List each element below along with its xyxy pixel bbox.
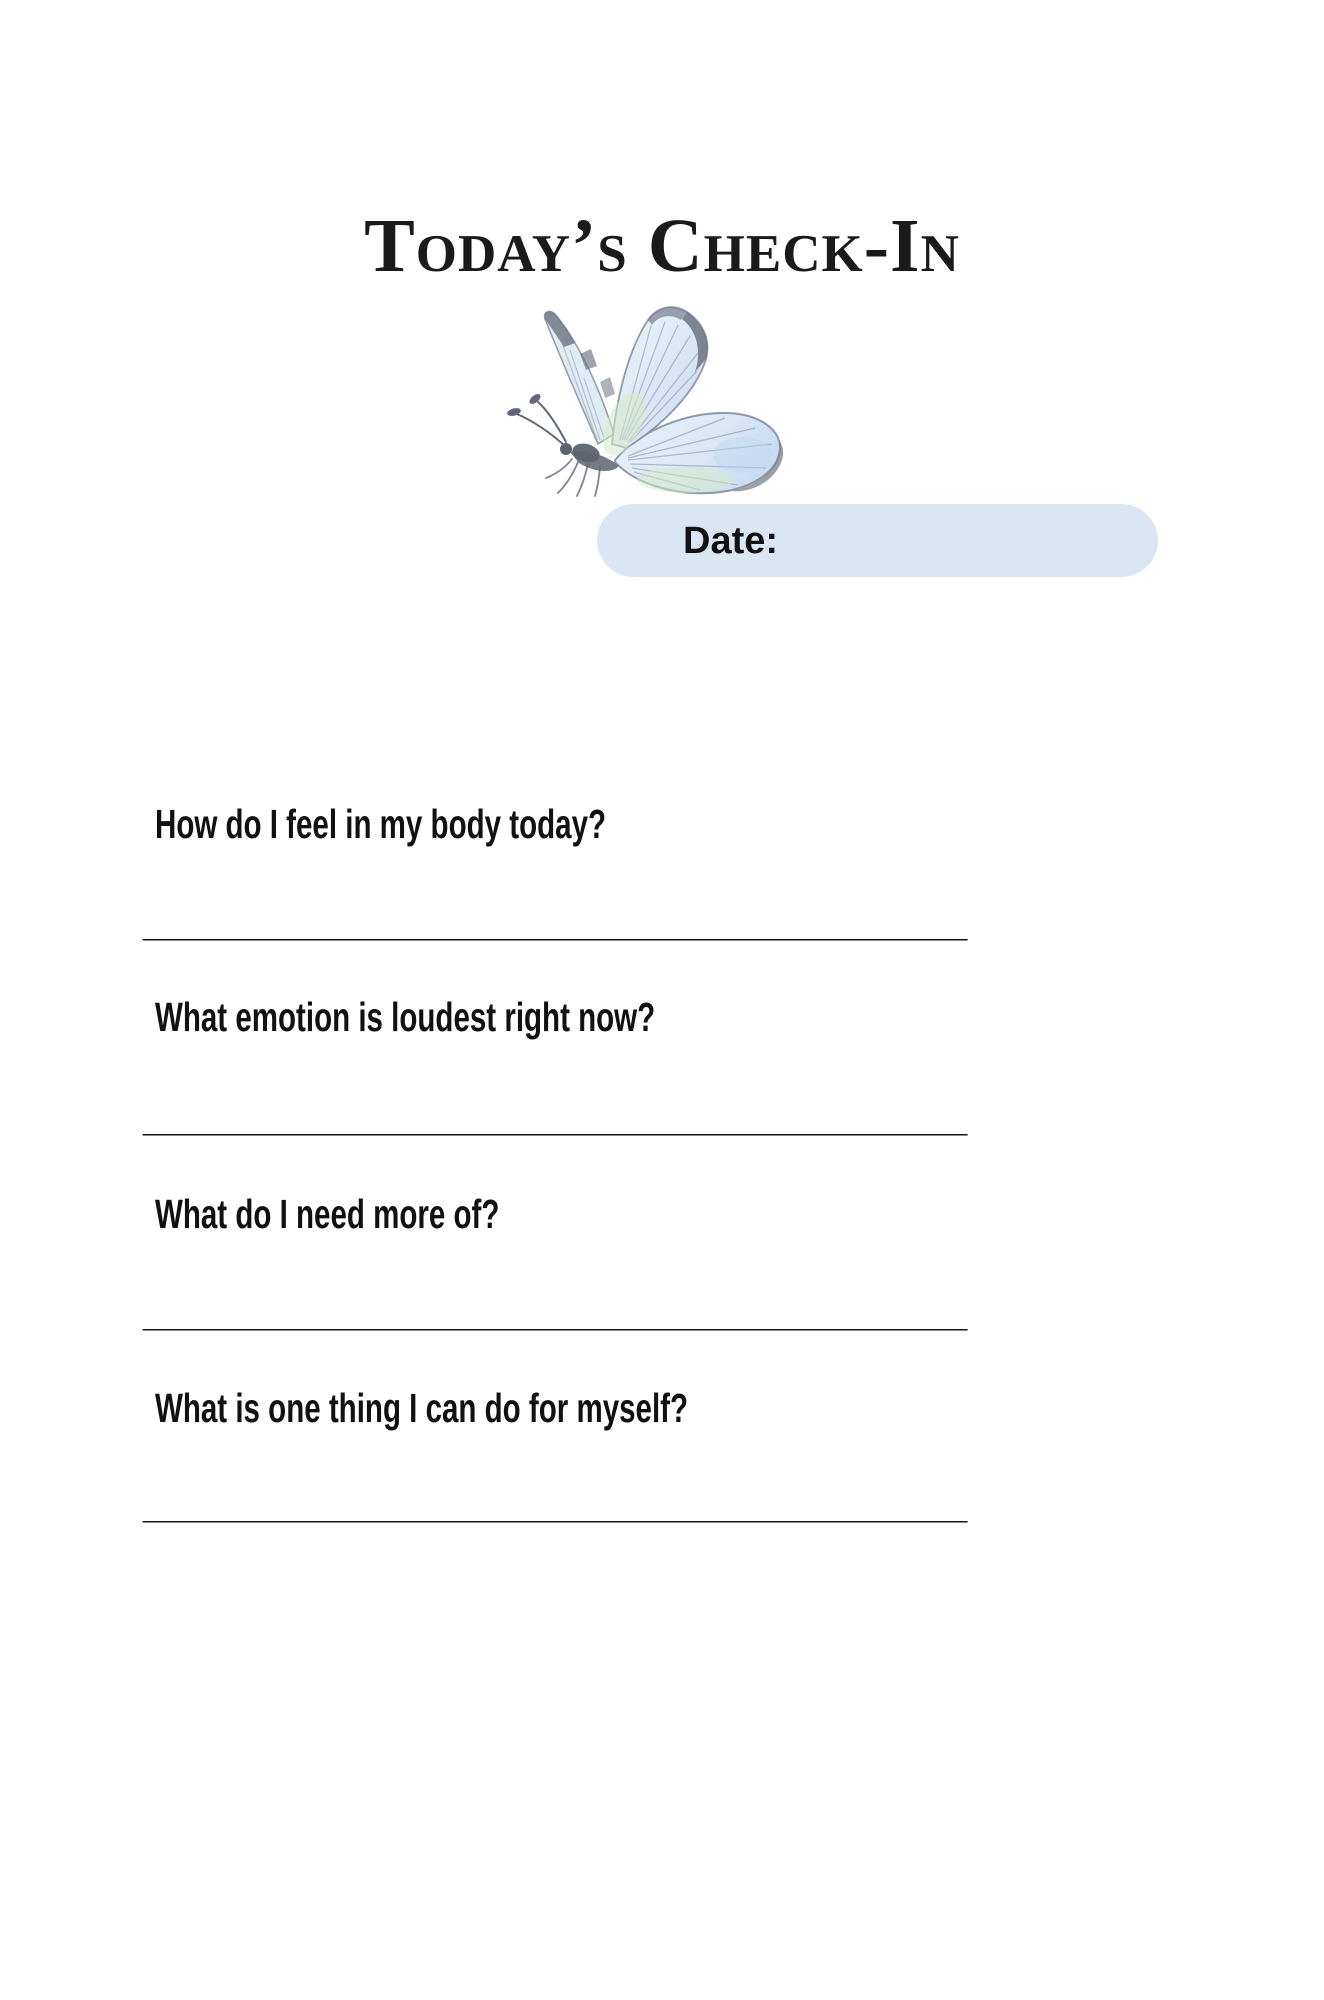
butterfly-illustration xyxy=(500,292,792,498)
date-field[interactable] xyxy=(597,504,1158,577)
question-one-thing: What is one thing I can do for myself? xyxy=(155,1385,689,1431)
date-label: Date: xyxy=(683,519,779,562)
question-loudest-emotion: What emotion is loudest right now? xyxy=(155,994,656,1040)
butterfly-antennae xyxy=(506,392,566,445)
question-need-more: What do I need more of? xyxy=(155,1191,500,1237)
answer-line-3[interactable]: _______________________________________ xyxy=(143,1293,968,1335)
question-body-feeling: How do I feel in my body today? xyxy=(155,801,607,847)
answer-line-2[interactable]: _______________________________________ xyxy=(143,1098,968,1140)
answer-line-4[interactable]: _______________________________________ xyxy=(143,1485,968,1527)
answer-line-1[interactable]: _______________________________________ xyxy=(143,903,968,945)
page-title: Today’s Check-In xyxy=(364,204,960,288)
